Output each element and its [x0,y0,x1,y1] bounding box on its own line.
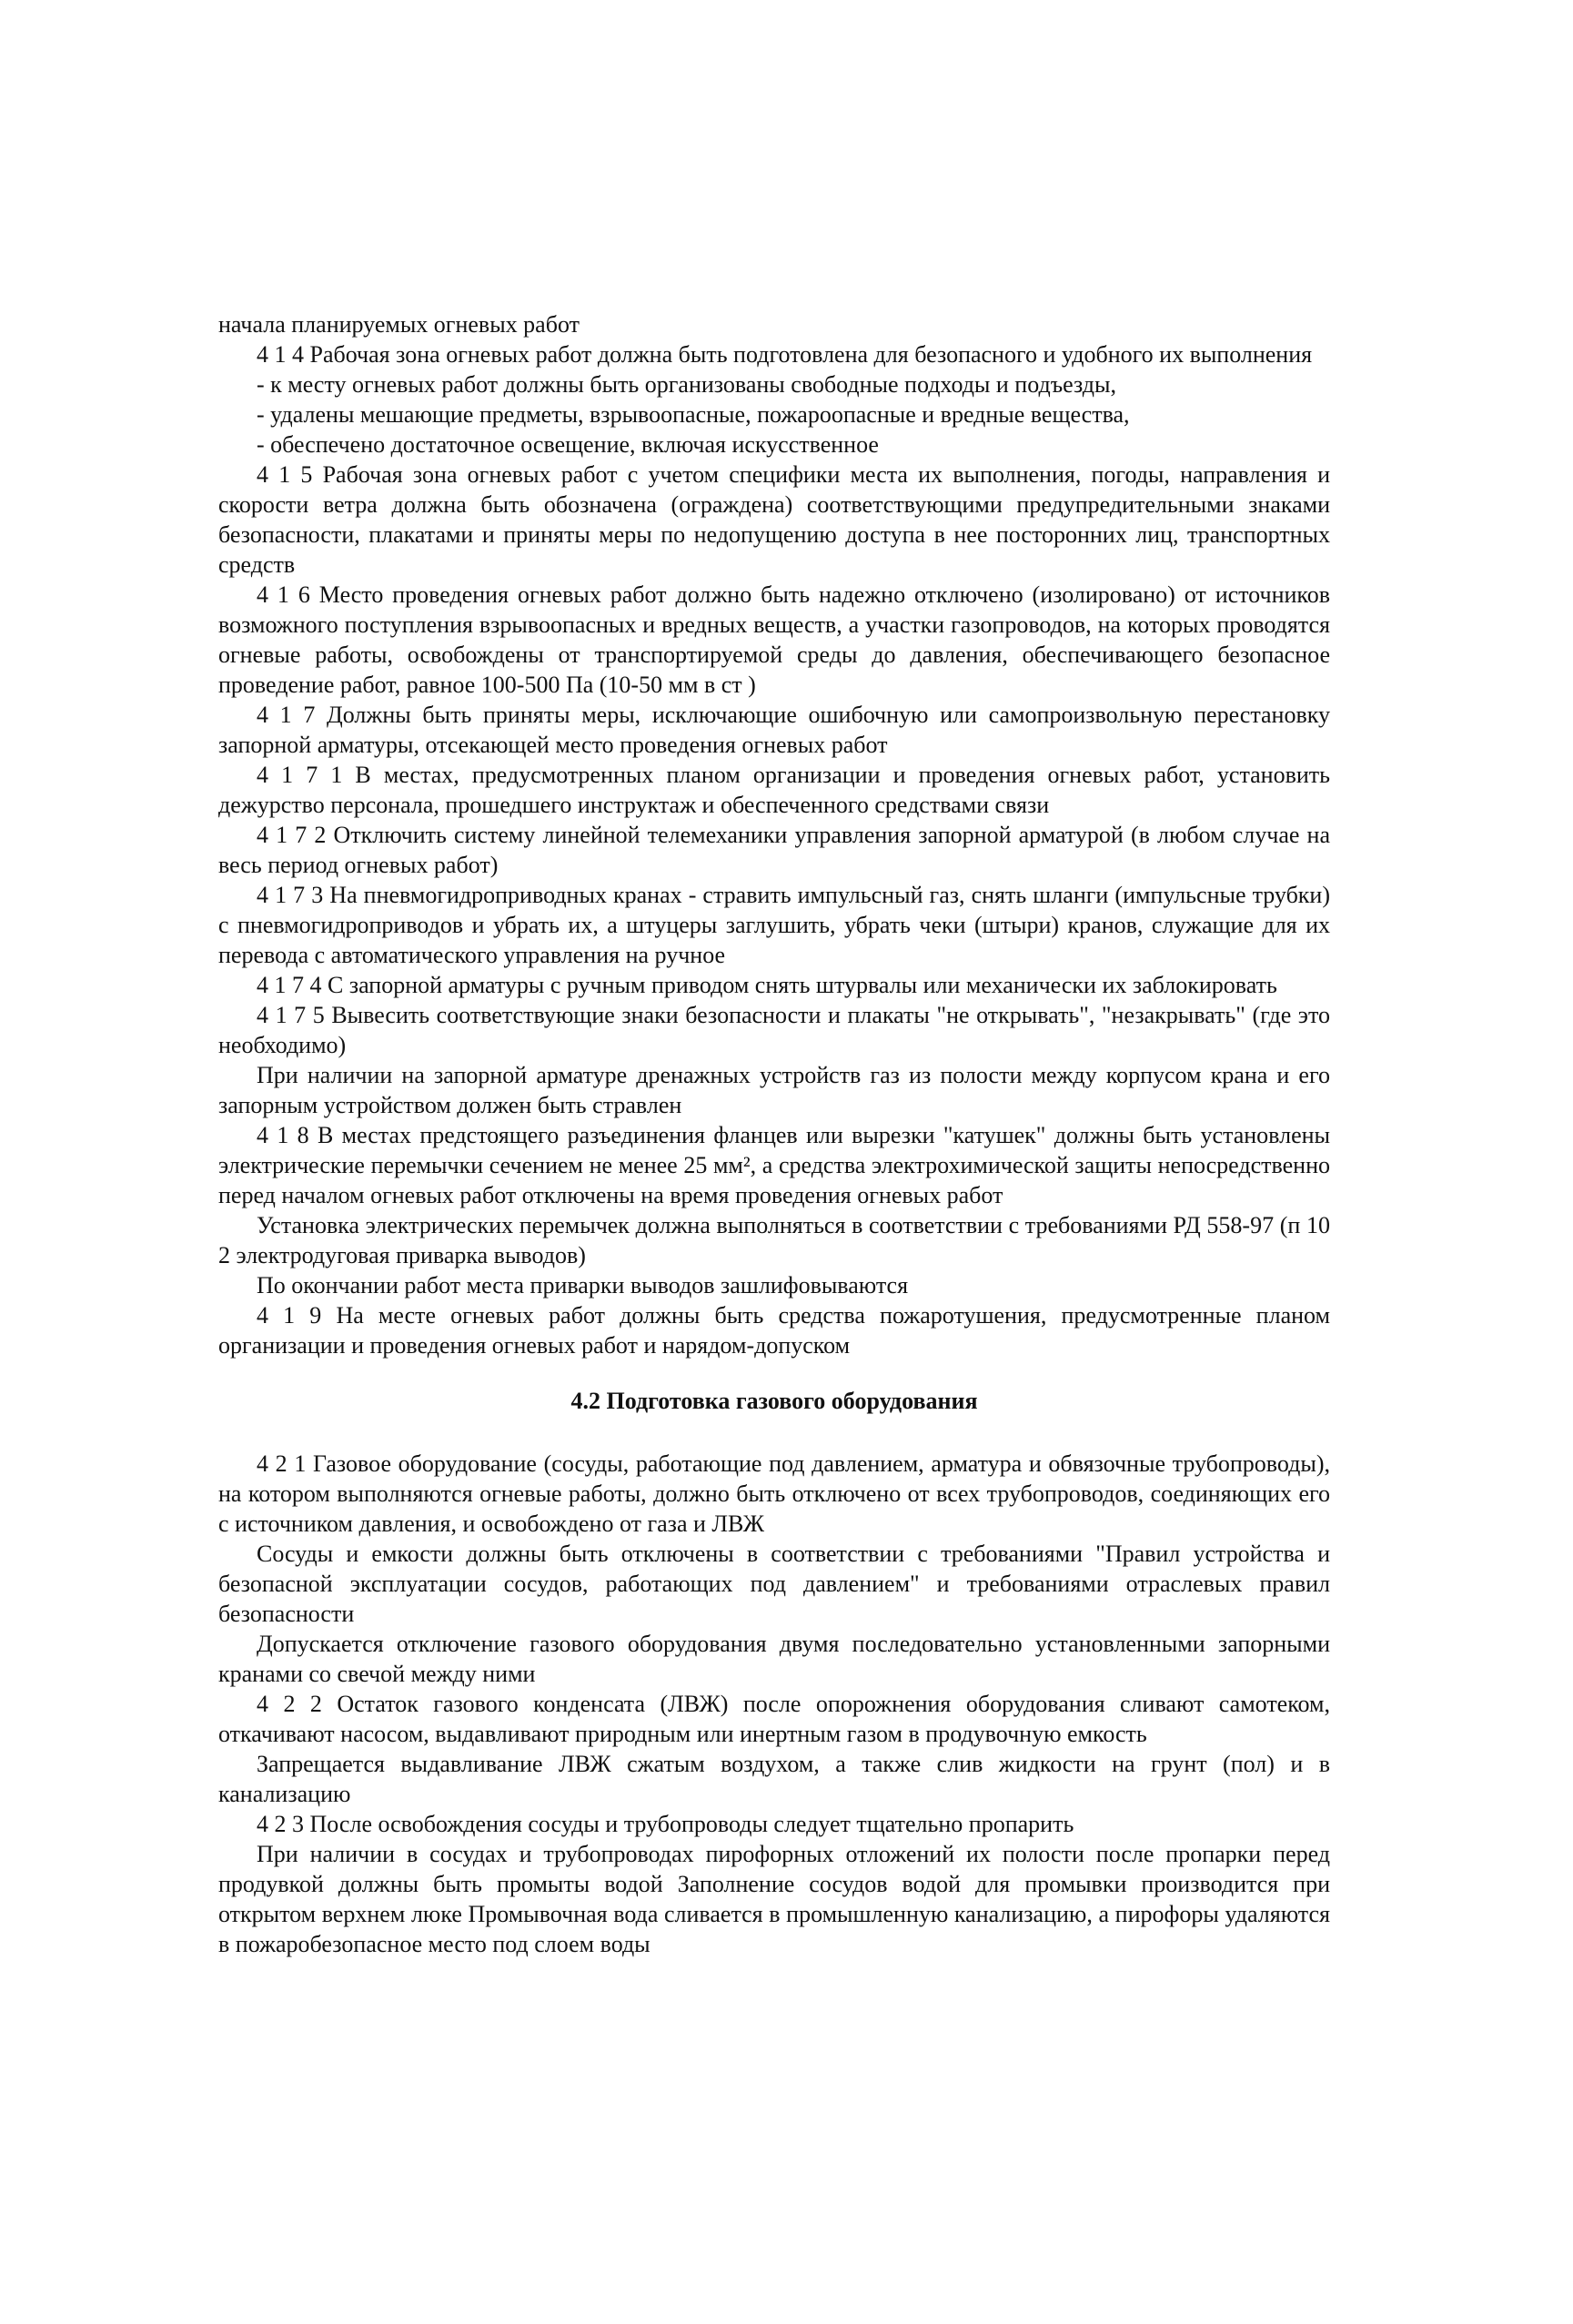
section-heading: 4.2 Подготовка газового оборудования [570,1388,978,1414]
paragraph-4-1-7-1: 4 1 7 1 В местах, предусмотренных планом организации и проведения огневых работ, установить дежурство персонала, прошедшего инструктаж и обеспеченного средствами связи [218,762,1330,818]
paragraph-grinding: По окончании работ места приварки выводов зашлифовываются [257,1272,909,1298]
paragraph-4-1-7-5: 4 1 7 5 Вывесить соответствующие знаки безопасности и плакаты "не открывать", "незакрывать" (где это необходимо) [218,1002,1330,1058]
paragraph-4-1-7-2: 4 1 7 2 Отключить систему линейной телемеханики управления запорной арматурой (в любом случае на весь период огневых работ) [218,822,1330,878]
list-item-hazard-removal: - удалены мешающие предметы, взрывоопасные, пожароопасные и вредные вещества, [257,401,1130,428]
paragraph-drainage: При наличии на запорной арматуре дренажных устройств газ из полости между корпусом крана и его запорным устройством должен быть стравлен [218,1062,1330,1118]
paragraph-4-2-2: 4 2 2 Остаток газового конденсата (ЛВЖ) после опорожнения оборудования сливают самотеком, откачивают насосом, выдавливают природным или инертным газом в продувочную емкость [218,1691,1330,1747]
document-body [218,309,1330,1959]
paragraph-4-1-5: 4 1 5 Рабочая зона огневых работ с учетом специфики места их выполнения, погоды, направления и скорости ветра должна быть обозначена (ограждена) соответствующими предупредительными знаками безопасности, плакатами и приняты меры по недопущению доступа в нее посторонних лиц, транспортных средств [218,461,1330,578]
list-item-lighting: - обеспечено достаточное освещение, включая искусственное [257,431,879,458]
paragraph-forbidden: Запрещается выдавливание ЛВЖ сжатым воздухом, а также слив жидкости на грунт (пол) и в канализацию [218,1751,1330,1807]
paragraph-continuation: начала планируемых огневых работ [218,311,580,338]
paragraph-4-1-8: 4 1 8 В местах предстоящего разъединения фланцев или вырезки "катушек" должны быть установлены электрические перемычки сечением не менее 25 мм², а средства электрохимической защиты непосредственно перед началом огневых работ отключены на время проведения огневых работ [218,1122,1330,1208]
paragraph-4-1-9: 4 1 9 На месте огневых работ должны быть средства пожаротушения, предусмотренные планом организации и проведения огневых работ и нарядом-допуском [218,1302,1330,1359]
paragraph-4-1-4: 4 1 4 Рабочая зона огневых работ должна быть подготовлена для безопасного и удобного их выполнения [257,341,1313,368]
paragraph-4-2-1: 4 2 1 Газовое оборудование (сосуды, работающие под давлением, арматура и обвязочные трубопроводы), на котором выполняются огневые работы, должно быть отключено от всех трубопроводов, соединяющих его с источником давления, и освобождено от газа и ЛВЖ [218,1450,1330,1537]
paragraph-4-2-3: 4 2 3 После освобождения сосуды и трубопроводы следует тщательно пропарить [257,1811,1074,1837]
paragraph-jumpers: Установка электрических перемычек должна выполняться в соответствии с требованиями РД 558-97 (п 10 2 электродуговая приварка выводов) [218,1212,1330,1268]
paragraph-4-1-7: 4 1 7 Должны быть приняты меры, исключающие ошибочную или самопроизвольную перестановку запорной арматуры, отсекающей место проведения огневых работ [218,702,1330,758]
paragraph-vessels: Сосуды и емкости должны быть отключены в соответствии с требованиями "Правил устройства и безопасной эксплуатации сосудов, работающих под давлением" и требованиями отраслевых правил безопасности [218,1541,1330,1627]
list-item-access-paths: - к месту огневых работ должны быть организованы свободные подходы и подъезды, [257,371,1117,398]
paragraph-4-1-7-4: 4 1 7 4 С запорной арматуры с ручным приводом снять штурвалы или механически их заблокировать [257,972,1277,998]
paragraph-4-1-6: 4 1 6 Место проведения огневых работ должно быть надежно отключено (изолировано) от источников возможного поступления взрывоопасных и вредных веществ, а участки газопроводов, на которых проводятся огневые работы, освобождены от транспортируемой среды до давления, обеспечивающего безопасное проведение работ, равное 100-500 Па (10-50 мм в ст ) [218,581,1330,698]
paragraph-pyrophores: При наличии в сосудах и трубопроводах пирофорных отложений их полости после пропарки перед продувкой должны быть промыты водой Заполнение сосудов водой для промывки производится при открытом верхнем люке Промывочная вода сливается в промышленную канализацию, а пирофоры удаляются в пожаробезопасное место под слоем воды [218,1841,1330,1957]
paragraph-allowed: Допускается отключение газового оборудования двумя последовательно установленными запорными кранами со свечой между ними [218,1631,1330,1687]
paragraph-4-1-7-3: 4 1 7 3 На пневмогидроприводных кранах - стравить импульсный газ, снять шланги (импульсные трубки) с пневмогидроприводов и убрать их, а штуцеры заглушить, убрать чеки (штыри) кранов, служащие для их перевода с автоматического управления на ручное [218,882,1330,968]
